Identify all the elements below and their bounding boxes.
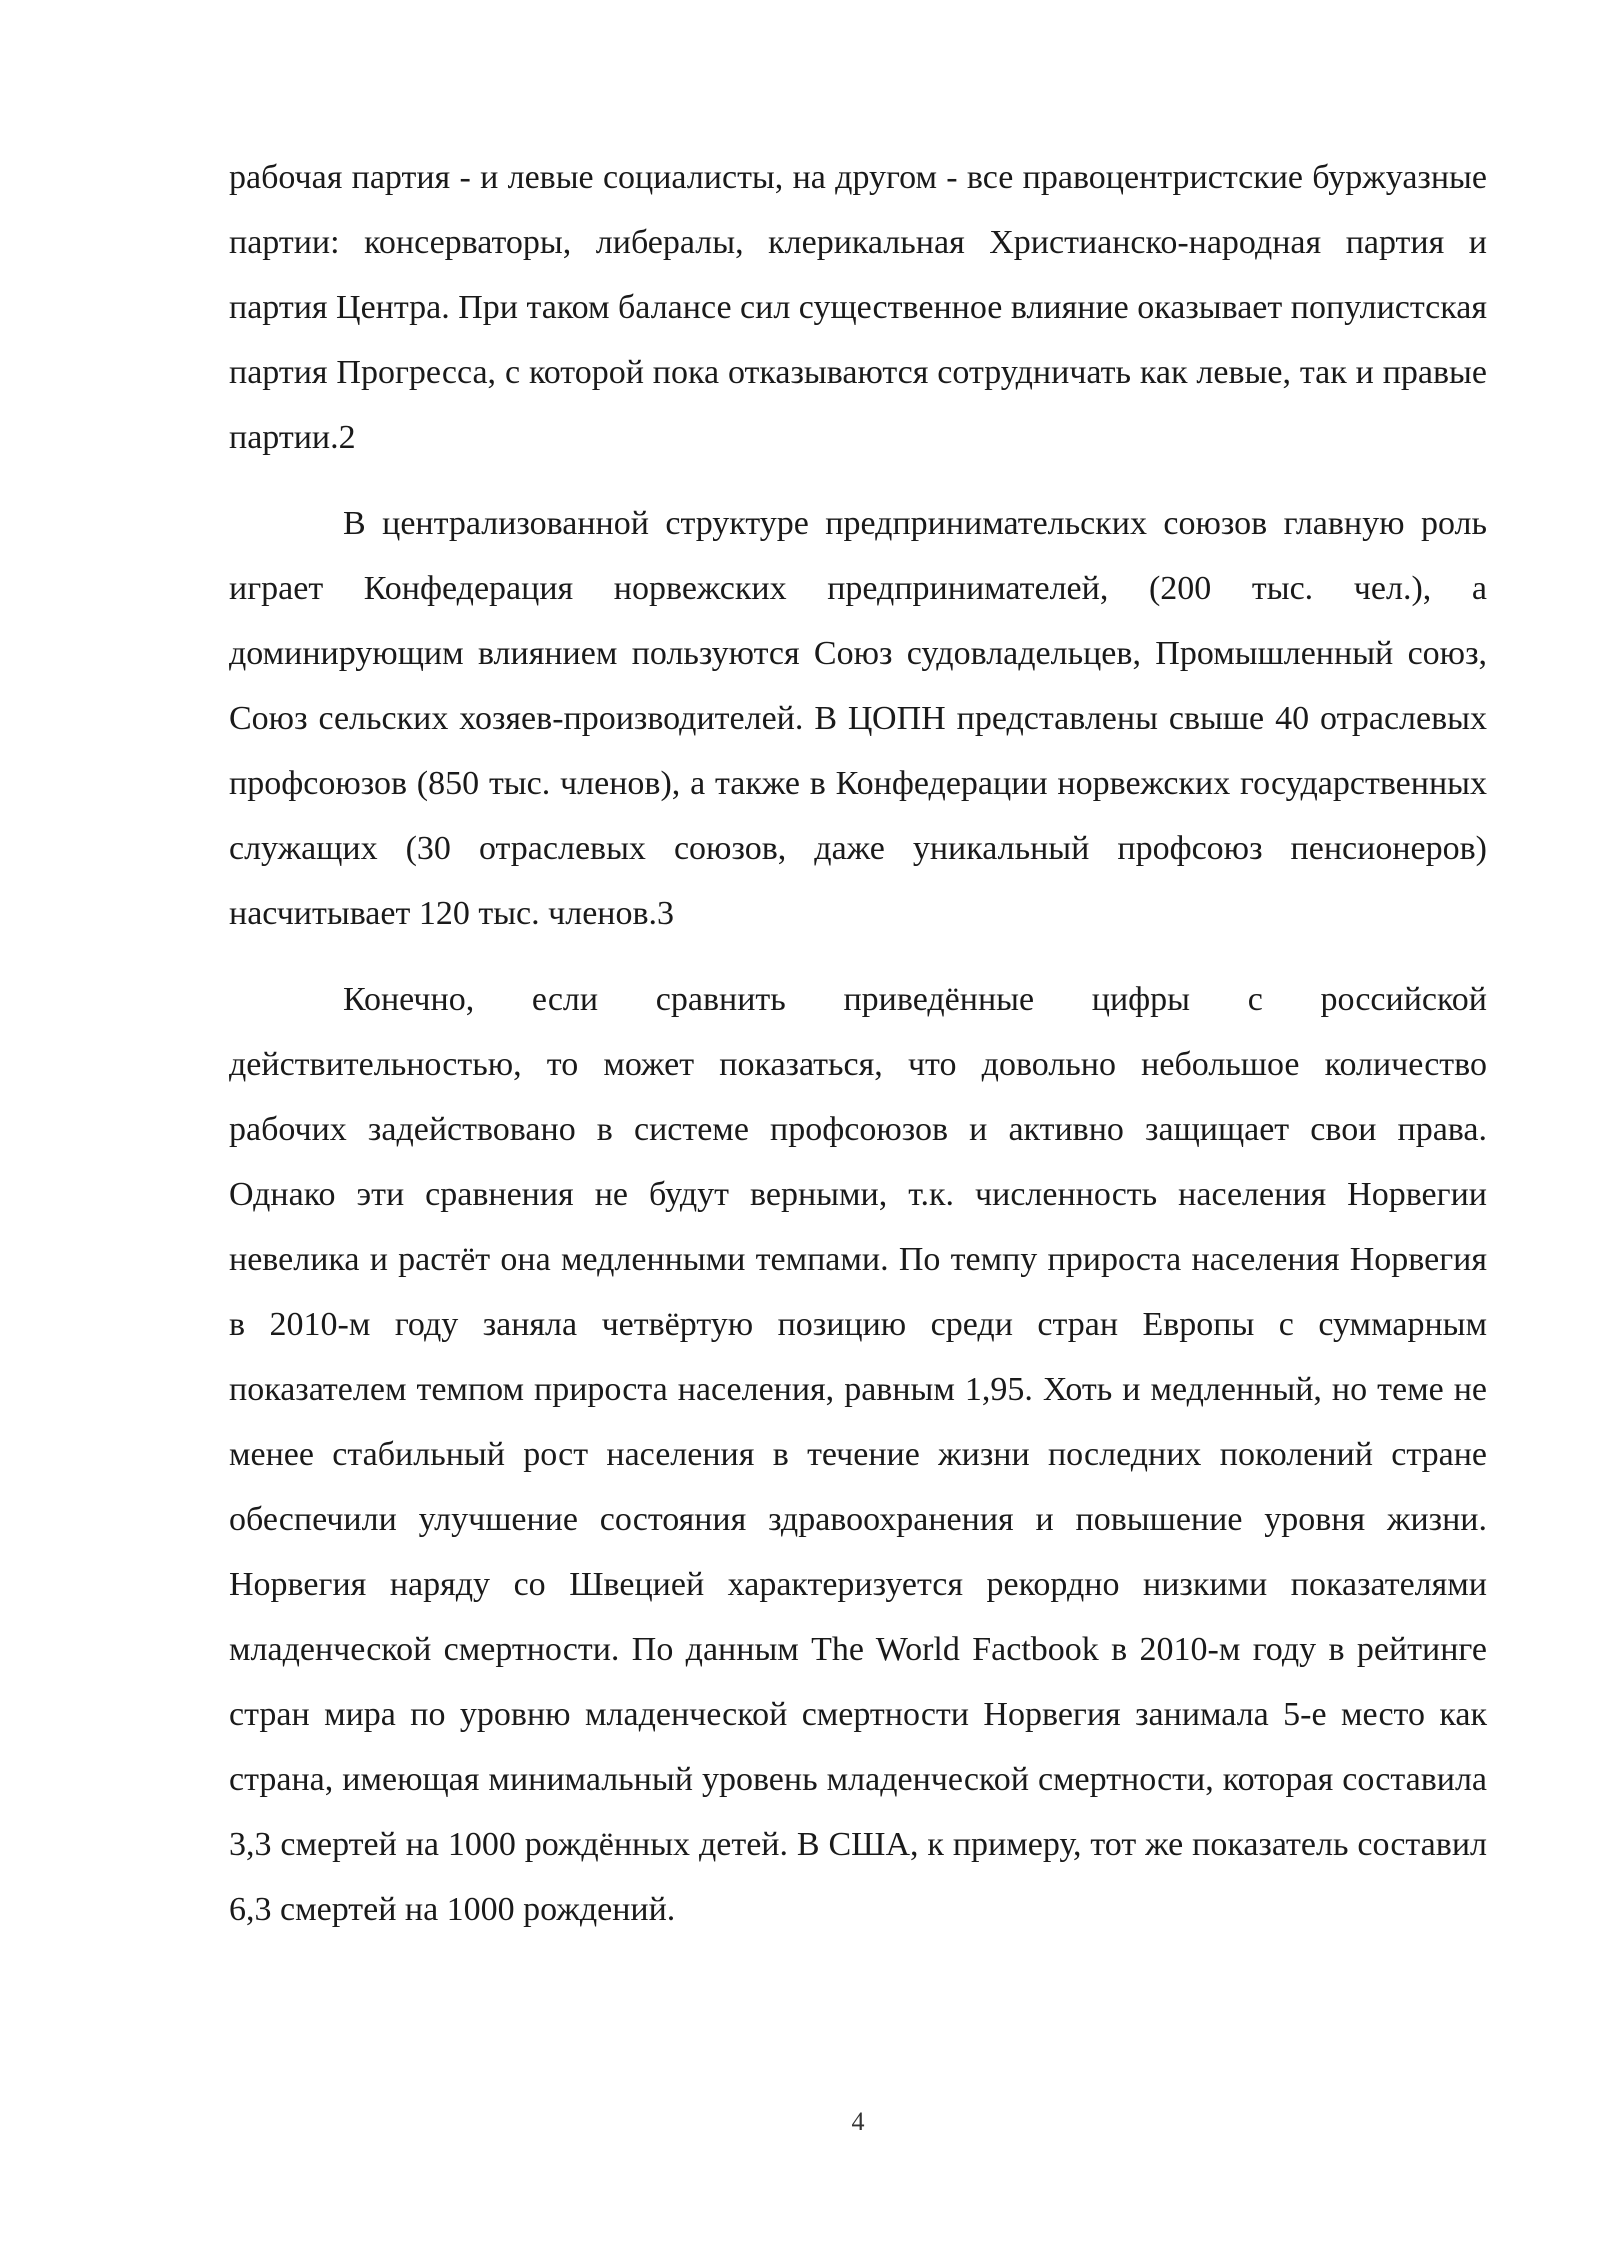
body-text <box>229 145 1487 1942</box>
paragraph-continuation: рабочая партия - и левые социалисты, на другом - все правоцентристские буржуазные партии: консерваторы, либералы, клерикальная Христианско-народная партия и партия Центра. При таком балансе сил существенное влияние оказывает популистская партия Прогресса, с которой пока отказываются сотрудничать как левые, так и правые партии.2 <box>229 159 1487 456</box>
paragraph-population-comparison: Конечно, если сравнить приведённые цифры с российской действительностью, то может показаться, что довольно небольшое количество рабочих задействовано в системе профсоюзов и активно защищает свои права. Однако эти сравнения не будут верными, т.к. численность населения Норвегии невелика и растёт она медленными темпами. По темпу прироста населения Норвегия в 2010-м году заняла четвёртую позицию среди стран Европы с суммарным показателем темпом прироста населения, равным 1,95. Хоть и медленный, но теме не менее стабильный рост населения в течение жизни последних поколений стране обеспечили улучшение состояния здравоохранения и повышение уровня жизни. Норвегия наряду со Швецией характеризуется рекордно низкими показателями младенческой смертности. По данным The World Factbook в 2010-м году в рейтинге стран мира по уровню младенческой смертности Норвегия занимала 5-е место как страна, имеющая минимальный уровень младенческой смертности, которая составила 3,3 смертей на 1000 рождённых детей. В США, к примеру, тот же показатель составил 6,3 смертей на 1000 рождений. <box>229 981 1487 1928</box>
paragraph-business-unions: В централизованной структуре предпринимательских союзов главную роль играет Конфедерация норвежских предпринимателей, (200 тыс. чел.), а доминирующим влиянием пользуются Союз судовладельцев, Промышленный союз, Союз сельских хозяев-производителей. В ЦОПН представлены свыше 40 отраслевых профсоюзов (850 тыс. членов), а также в Конфедерации норвежских государственных служащих (30 отраслевых союзов, даже уникальный профсоюз пенсионеров) насчитывает 120 тыс. членов.3 <box>229 505 1487 932</box>
page-number: 4 <box>851 2107 865 2136</box>
